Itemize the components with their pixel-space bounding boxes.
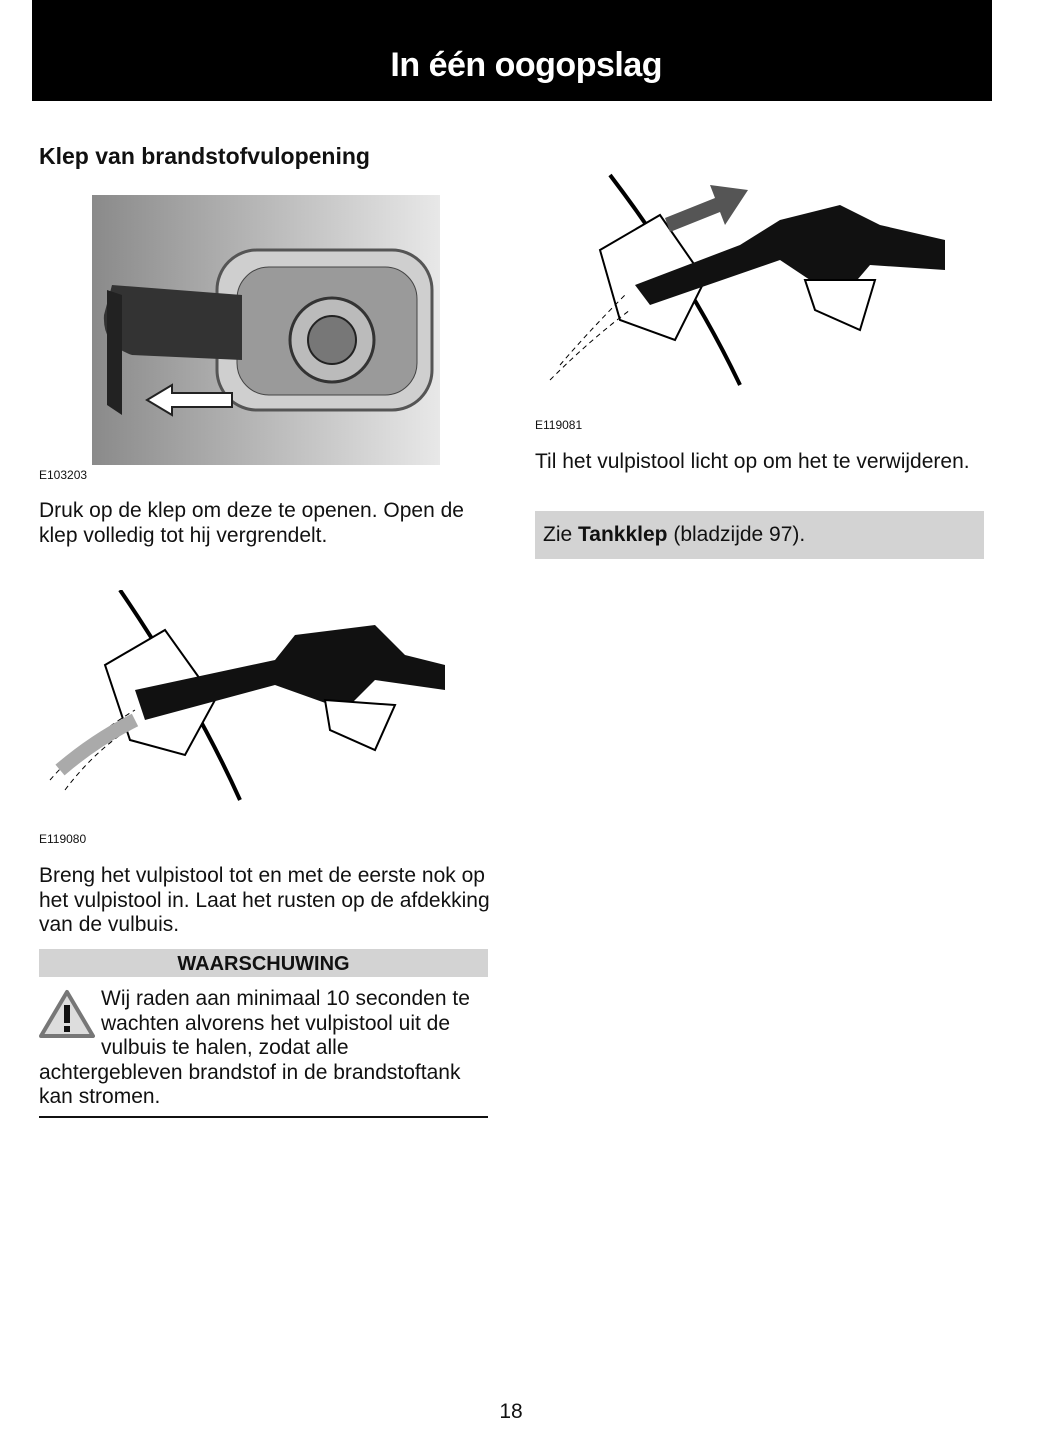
section-title: Klep van brandstofvulopening (39, 143, 370, 169)
page-number: 18 (499, 1400, 523, 1423)
cross-reference-note (535, 511, 984, 559)
warning-text: Wij raden aan minimaal 10 seconden te wachten alvorens het vulpistool uit de vulbuis te halen, zodat alle achtergebleven brandstof in de brandstoftank kan stromen. (39, 987, 470, 1108)
figure-code: E119080 (39, 832, 87, 846)
page-header (32, 0, 992, 101)
warning-triangle-icon (39, 989, 95, 1039)
figure-code: E103203 (39, 468, 88, 482)
warning-body (39, 987, 488, 1110)
note-link[interactable]: Tankklep (578, 523, 668, 546)
figure-code: E119081 (535, 418, 583, 432)
note-suffix: (bladzijde 97). (667, 523, 806, 546)
figure-caption: Druk op de klep om deze te openen. Open de klep volledig tot hij vergrendelt. (39, 499, 464, 547)
divider (39, 1116, 488, 1118)
nozzle-remove-illustration (540, 170, 970, 390)
note-prefix: Zie (543, 523, 579, 546)
warning-heading: WAARSCHUWING (39, 949, 488, 977)
nozzle-insert-illustration (45, 590, 475, 805)
figure-caption: Breng het vulpistool tot en met de eerste nok op het vulpistool in. Laat het rusten op de afdekking van de vulbuis. (39, 864, 490, 936)
fuel-flap-illustration (92, 195, 440, 465)
page-title: In één oogopslag (390, 46, 662, 84)
figure-caption: Til het vulpistool licht op om het te verwijderen. (535, 450, 970, 473)
